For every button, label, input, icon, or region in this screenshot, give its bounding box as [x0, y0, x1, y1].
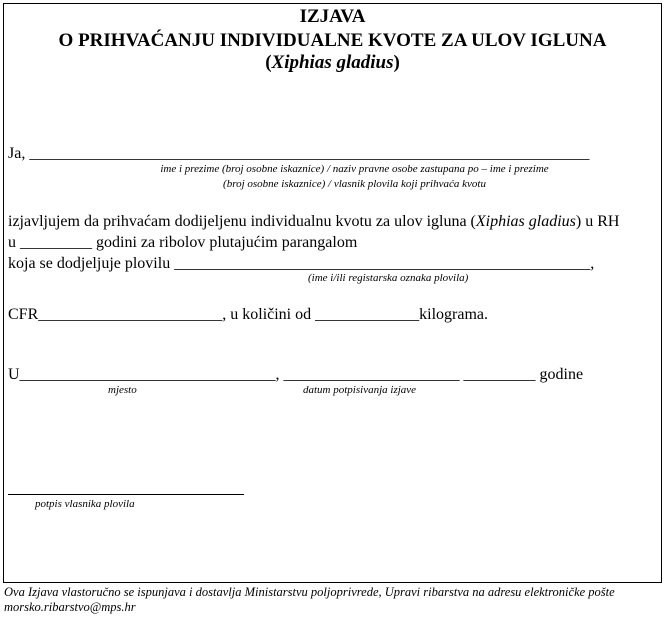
vessel-field-line[interactable]: koja se dodjeljuje plovilu ____________________________________________________,	[8, 255, 595, 272]
form-border	[3, 3, 662, 583]
place-caption: mjesto	[108, 384, 137, 396]
species-heading: (Xiphias gladius)	[265, 52, 400, 73]
statement-line-1: izjavljujem da prihvaćam dodijeljenu individualnu kvotu za ulov igluna (Xiphias gladius) u RH	[8, 213, 620, 230]
declarant-caption-2: (broj osobne iskaznice) / vlasnik plovila koji prihvaća kvotu	[223, 178, 486, 190]
cfr-quantity-line[interactable]: CFR_______________________, u količini od _____________kilograma.	[8, 306, 488, 323]
place-date-line[interactable]: U________________________________, ______________________ _________ godine	[8, 366, 584, 383]
form-subtitle: O PRIHVAĆANJU INDIVIDUALNE KVOTE ZA ULOV IGLUNA	[58, 30, 607, 51]
year-field-line[interactable]: u _________ godini za ribolov plutajućim parangalom	[8, 234, 358, 251]
footer-note: Ova Izjava vlastoručno se ispunjava i dostavlja Ministarstvu poljoprivrede, Upravi ribarstva na adresu elektroničke pošte	[4, 585, 615, 599]
date-caption: datum potpisivanja izjave	[303, 384, 417, 396]
footer-email[interactable]: morsko.ribarstvo@mps.hr	[4, 600, 136, 614]
form-title: IZJAVA	[299, 6, 366, 27]
signature-caption: potpis vlasnika plovila	[35, 498, 135, 510]
vessel-caption: (ime i/ili registarska oznaka plovila)	[308, 272, 469, 284]
signature-line[interactable]	[8, 494, 244, 495]
declarant-caption-1: ime i prezime (broj osobne iskaznice) / naziv pravne osobe zastupana po – ime i prezime	[160, 163, 549, 175]
declarant-line[interactable]: Ja, ______________________________________________________________________	[8, 145, 590, 162]
